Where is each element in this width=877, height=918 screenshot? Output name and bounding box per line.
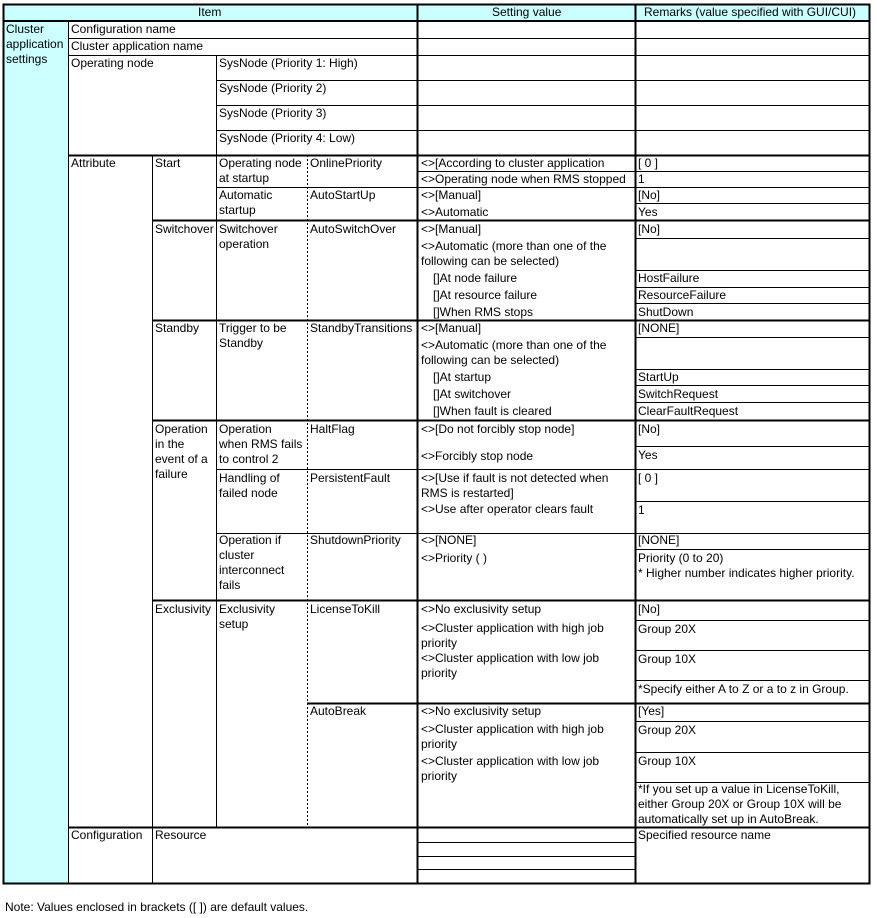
failure-label-l4: failure — [155, 467, 188, 481]
sysnode-priority-3: SysNode (Priority 3) — [219, 106, 327, 120]
licensetokill-remark-2: Group 20X — [638, 622, 697, 636]
autoswitchover-remark-3: HostFailure — [638, 271, 700, 285]
resource-remark: Specified resource name — [638, 828, 771, 842]
shutdownpriority-option-1: <>[NONE] — [421, 533, 477, 547]
default-values-note: Note: Values enclosed in brackets ([ ]) are default values. — [5, 900, 309, 914]
haltflag-key: HaltFlag — [310, 422, 355, 436]
licensetokill-option-3-l1: <>Cluster application with low job — [421, 651, 600, 665]
shutdownpriority-item-l1: Operation if — [219, 533, 282, 547]
haltflag-remark-1: [No] — [638, 422, 661, 436]
operating-node-at-startup-l2: at startup — [219, 171, 270, 185]
persistentfault-item-l2: failed node — [219, 486, 278, 500]
configuration-label: Configuration — [71, 828, 143, 842]
standby-remark-1: [NONE] — [638, 321, 680, 335]
licensetokill-option-3-l2: priority — [421, 666, 458, 680]
licensetokill-option-2-l2: priority — [421, 636, 458, 650]
failure-label-l2: in the — [155, 437, 185, 451]
trigger-to-be-standby-l2: Standby — [219, 336, 264, 350]
licensetokill-remark-4: *Specify either A to Z or a to z in Group. — [638, 682, 849, 696]
section-label-line2: application — [6, 37, 64, 51]
shutdownpriority-item-l4: fails — [219, 578, 241, 592]
automatic-startup-l1: Automatic — [219, 188, 273, 202]
section-label-line3: settings — [6, 52, 48, 66]
autobreak-option-3-l1: <>Cluster application with low job — [421, 754, 600, 768]
persistentfault-option-2: <>Use after operator clears fault — [421, 502, 594, 516]
switchover-label: Switchover — [155, 222, 214, 236]
autobreak-remark-1: [Yes] — [638, 704, 665, 718]
autoswitchover-option-2-l2: following can be selected) — [421, 254, 560, 268]
standby-remark-4: SwitchRequest — [638, 387, 719, 401]
exclusivity-label: Exclusivity — [155, 602, 212, 616]
autostartup-option-2: <>Automatic — [421, 205, 489, 219]
autoswitchover-remark-4: ResourceFailure — [638, 288, 727, 302]
exclusivity-setup-l2: setup — [219, 617, 249, 631]
online-priority-remark-1: [ 0 ] — [638, 156, 659, 170]
autoswitchover-remark-1: [No] — [638, 222, 661, 236]
autoswitchover-option-5: []When RMS stops — [433, 305, 534, 319]
header-remarks: Remarks (value specified with GUI/CUI) — [644, 5, 857, 19]
operating-node-label: Operating node — [71, 56, 154, 70]
autoswitchover-option-4: []At resource failure — [433, 288, 538, 302]
autostartup-remark-1: [No] — [638, 188, 661, 202]
shutdownpriority-key: ShutdownPriority — [310, 533, 401, 547]
switchover-operation-l1: Switchover — [219, 222, 278, 236]
persistentfault-key: PersistentFault — [310, 471, 391, 485]
online-priority-key: OnlinePriority — [310, 156, 383, 170]
autoswitchover-remark-5: ShutDown — [638, 305, 694, 319]
start-label: Start — [155, 156, 181, 170]
persistentfault-remark-2: 1 — [638, 503, 645, 517]
persistentfault-item-l1: Handling of — [219, 471, 280, 485]
standby-option-4: []At switchover — [433, 387, 512, 401]
haltflag-item-l2: when RMS fails — [219, 437, 303, 451]
exclusivity-setup-l1: Exclusivity — [219, 602, 276, 616]
autobreak-remark-3: Group 10X — [638, 754, 697, 768]
standby-option-5: []When fault is cleared — [433, 404, 552, 418]
licensetokill-option-2-l1: <>Cluster application with high job — [421, 621, 604, 635]
autoswitchover-option-1: <>[Manual] — [421, 222, 482, 236]
haltflag-option-2: <>Forcibly stop node — [421, 449, 534, 463]
haltflag-item-l3: to control 2 — [219, 452, 279, 466]
online-priority-option-2: <>Operating node when RMS stopped — [421, 172, 626, 186]
autobreak-remark-4-l2: either Group 20X or Group 10X will be — [638, 797, 842, 811]
autostartup-option-1: <>[Manual] — [421, 188, 482, 202]
automatic-startup-l2: startup — [219, 203, 256, 217]
cluster-application-name-label: Cluster application name — [71, 39, 204, 53]
autobreak-key: AutoBreak — [310, 704, 367, 718]
haltflag-option-1: <>[Do not forcibly stop node] — [421, 422, 575, 436]
failure-label-l3: event of a — [155, 452, 208, 466]
autobreak-remark-2: Group 20X — [638, 723, 697, 737]
standby-option-1: <>[Manual] — [421, 321, 482, 335]
autostartup-key: AutoStartUp — [310, 188, 376, 202]
header-setting-value: Setting value — [492, 5, 562, 19]
autoswitchover-key: AutoSwitchOver — [310, 222, 397, 236]
header-item: Item — [198, 5, 222, 19]
operating-node-at-startup-l1: Operating node — [219, 156, 302, 170]
shutdownpriority-option-2: <>Priority ( ) — [421, 551, 488, 565]
shutdownpriority-remark-3: * Higher number indicates higher priority. — [638, 566, 855, 580]
autostartup-remark-2: Yes — [638, 205, 658, 219]
licensetokill-remark-1: [No] — [638, 602, 661, 616]
shutdownpriority-remark-1: [NONE] — [638, 533, 680, 547]
autobreak-option-2-l1: <>Cluster application with high job — [421, 722, 604, 736]
standby-remark-3: StartUp — [638, 370, 679, 384]
persistentfault-option-1-l1: <>[Use if fault is not detected when — [421, 471, 609, 485]
autobreak-option-2-l2: priority — [421, 737, 458, 751]
trigger-to-be-standby-l1: Trigger to be — [219, 321, 287, 335]
autoswitchover-option-2-l1: <>Automatic (more than one of the — [421, 239, 607, 253]
online-priority-remark-2: 1 — [638, 172, 645, 186]
switchover-operation-l2: operation — [219, 237, 270, 251]
haltflag-remark-2: Yes — [638, 448, 658, 462]
standby-option-3: []At startup — [433, 370, 492, 384]
failure-label-l1: Operation — [155, 422, 208, 436]
sysnode-priority-2: SysNode (Priority 2) — [219, 81, 327, 95]
licensetokill-remark-3: Group 10X — [638, 652, 697, 666]
shutdownpriority-item-l3: interconnect — [219, 563, 285, 577]
standby-option-2-l2: following can be selected) — [421, 353, 560, 367]
autobreak-option-1: <>No exclusivity setup — [421, 704, 542, 718]
sysnode-priority-4: SysNode (Priority 4: Low) — [219, 131, 356, 145]
autobreak-remark-4-l3: automatically set up in AutoBreak. — [638, 812, 819, 826]
standby-option-2-l1: <>Automatic (more than one of the — [421, 338, 607, 352]
attribute-label: Attribute — [71, 156, 116, 170]
autobreak-remark-4-l1: *If you set up a value in LicenseToKill, — [638, 782, 840, 796]
resource-label: Resource — [155, 828, 207, 842]
persistentfault-remark-1: [ 0 ] — [638, 471, 659, 485]
standbytransitions-key: StandbyTransitions — [310, 321, 413, 335]
standby-remark-5: ClearFaultRequest — [638, 404, 739, 418]
standby-label: Standby — [155, 321, 200, 335]
autoswitchover-option-3: []At node failure — [433, 271, 518, 285]
persistentfault-option-1-l2: RMS is restarted] — [421, 486, 514, 500]
section-label-line1: Cluster — [6, 22, 45, 36]
shutdownpriority-remark-2: Priority (0 to 20) — [638, 551, 724, 565]
licensetokill-option-1: <>No exclusivity setup — [421, 602, 542, 616]
sysnode-priority-1: SysNode (Priority 1: High) — [219, 56, 358, 70]
online-priority-option-1: <>[According to cluster application — [421, 156, 605, 170]
configuration-name-label: Configuration name — [71, 22, 176, 36]
section-background — [3, 21, 68, 883]
autobreak-option-3-l2: priority — [421, 769, 458, 783]
haltflag-item-l1: Operation — [219, 422, 272, 436]
licensetokill-key: LicenseToKill — [310, 602, 381, 616]
shutdownpriority-item-l2: cluster — [219, 548, 255, 562]
